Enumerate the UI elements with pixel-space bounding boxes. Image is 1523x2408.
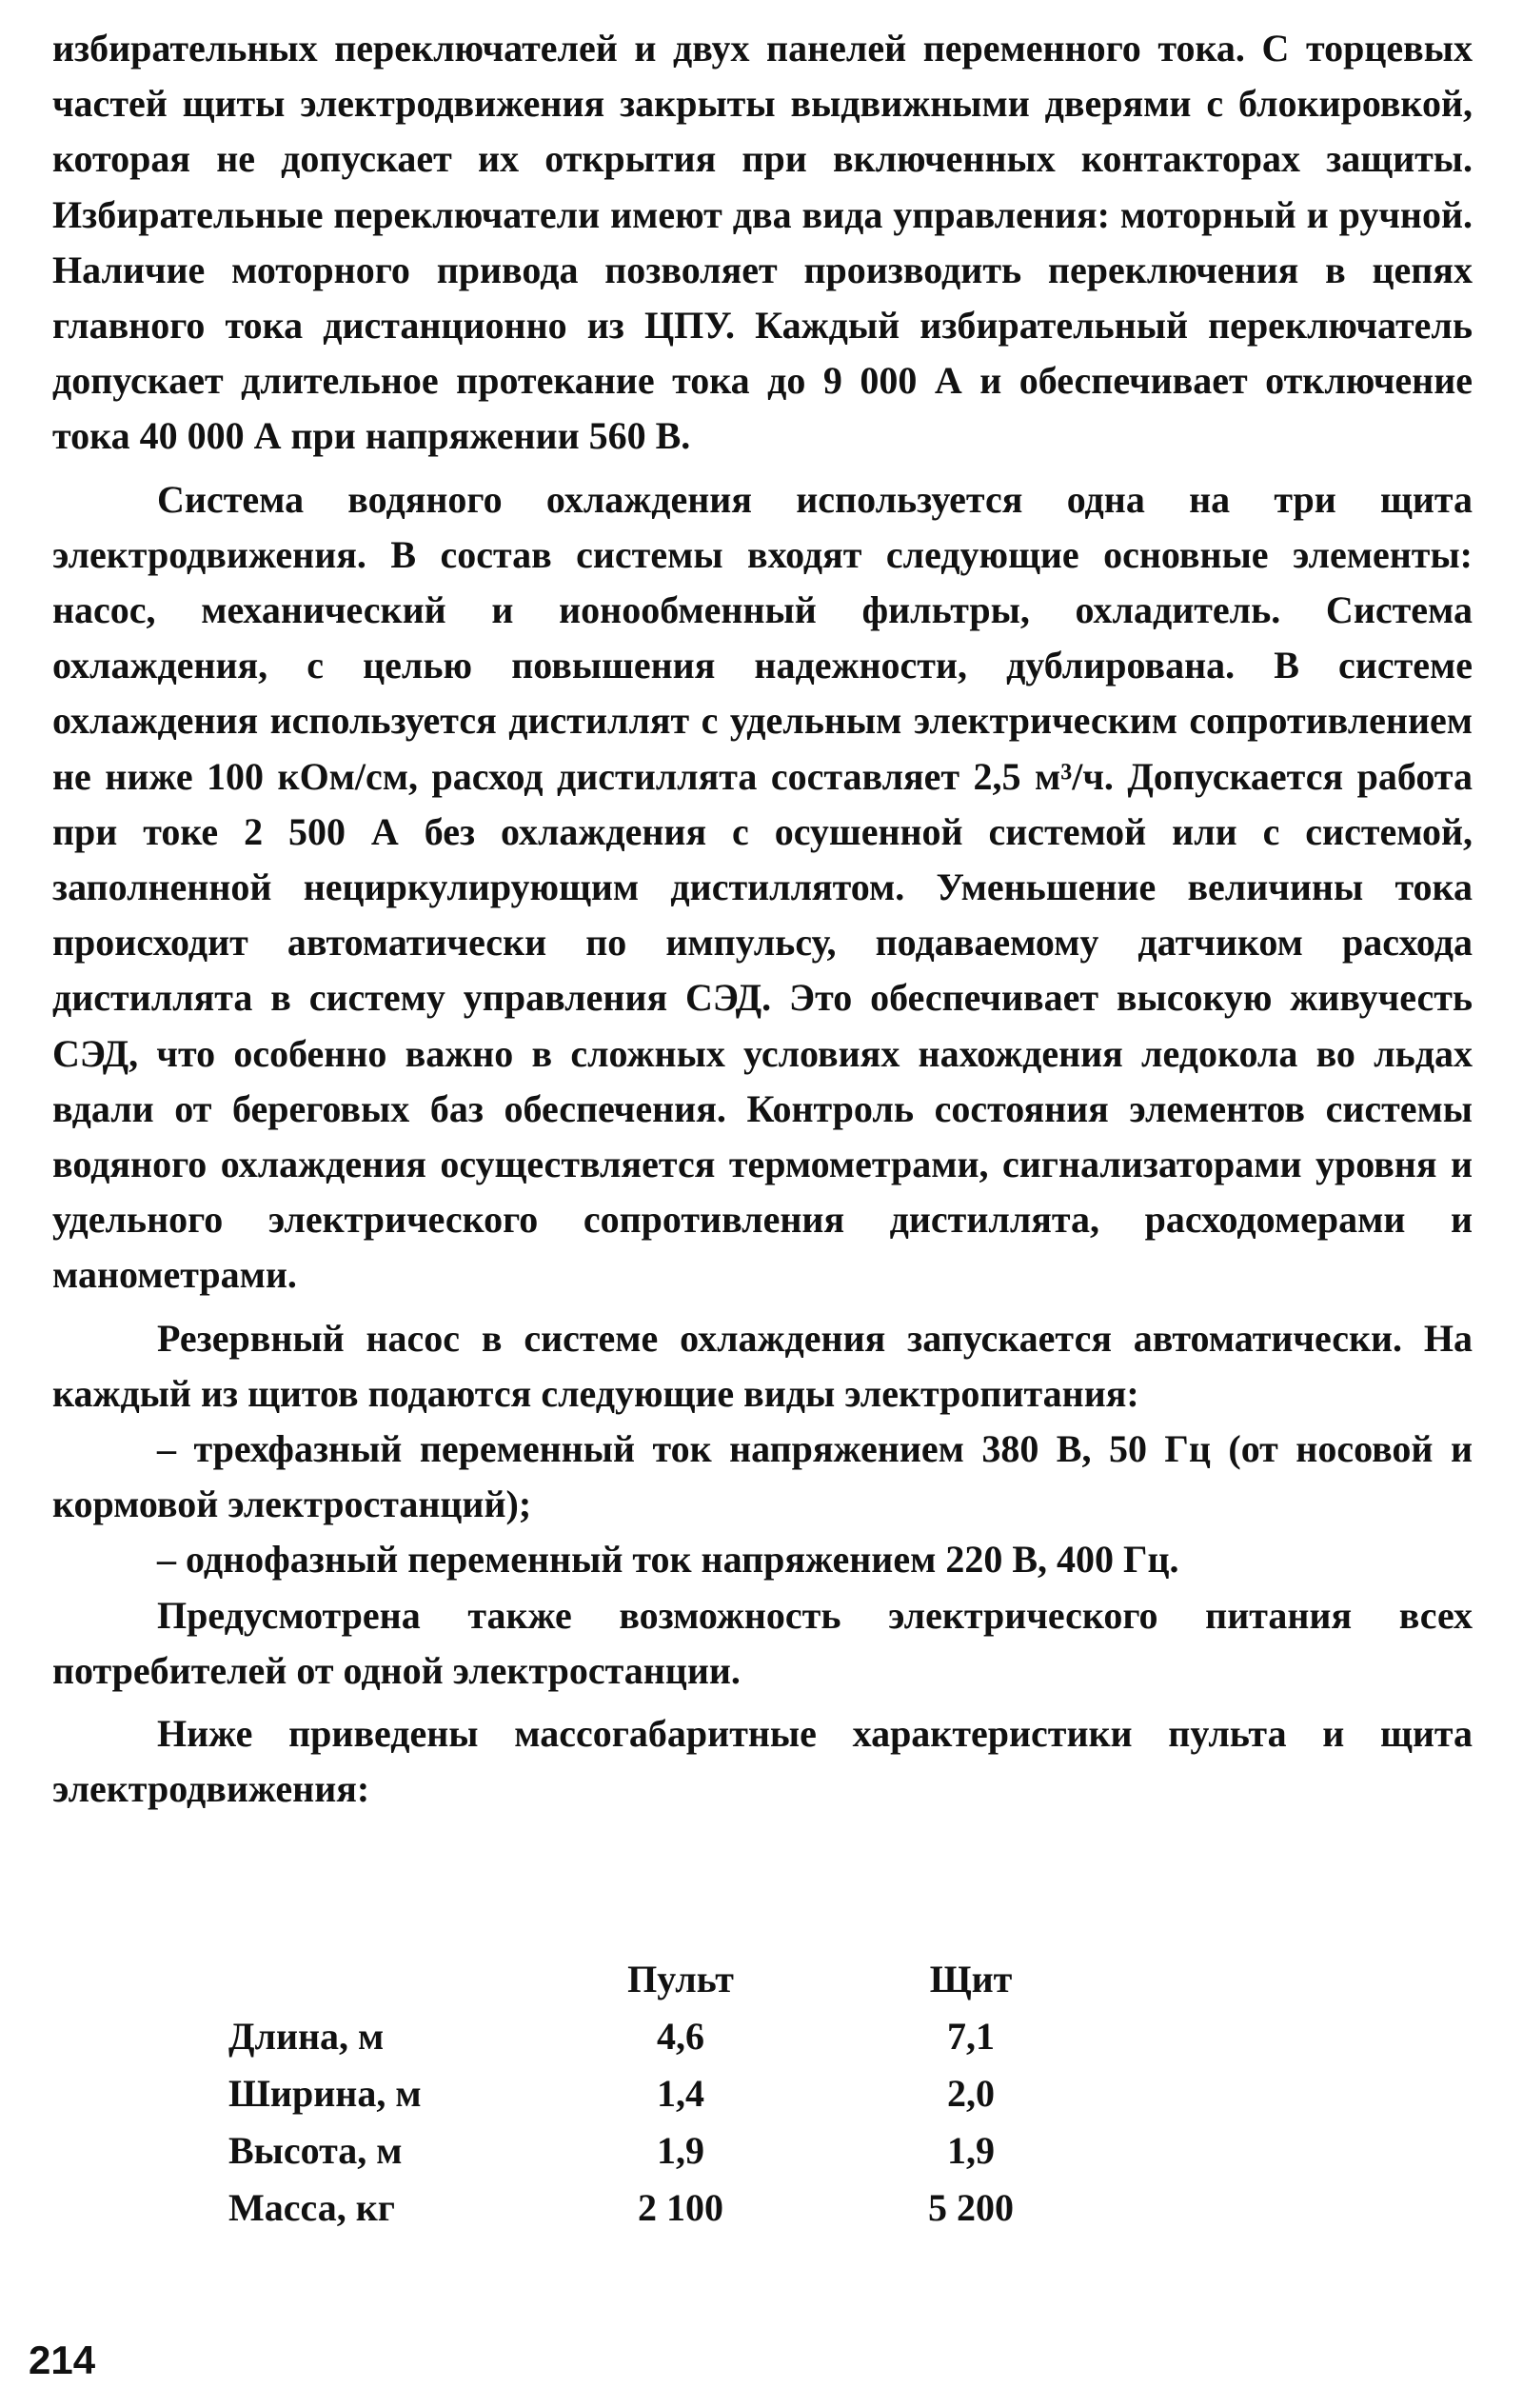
table-cell: 2 100 <box>638 2185 723 2229</box>
body-text <box>52 21 1473 1818</box>
table-row <box>228 2064 1152 2121</box>
table-cell: 1,9 <box>657 2128 704 2172</box>
paragraph: Ниже приведены массогабаритные характеристики пульта и щита электродвижения: <box>52 1712 1473 1811</box>
table-header-cell <box>228 1950 571 2007</box>
table-cell: Ширина, м <box>228 2071 422 2115</box>
table-row <box>228 2179 1152 2236</box>
page-number: 214 <box>29 2338 96 2382</box>
list-item: – однофазный переменный ток напряжением 220 В, 400 Гц. <box>157 1538 1179 1582</box>
paragraph: Система водяного охлаждения используется одна на три щита электродвижения. В состав системы входят следующие основные элементы: насос, механический и ионообменный фильтры, охладитель. Система охлаждения, с целью повышения надежности, дублирована. В системе охлаждения используется дистиллят с удельным электрическим сопротивлением не ниже 100 кОм/см, расход дистиллята составляет 2,5 м³/ч. Допускается работа при токе 2 500 А без охлаждения с осушенной системой или с системой, заполненной нециркулирующим дистиллятом. Уменьшение величины тока происходит автоматически по импульсу, подаваемому датчиком расхода дистиллята в систему управления СЭД. Это обеспечивает высокую живучесть СЭД, что особенно важно в сложных условиях нахождения ледокола во льдах вдали от береговых баз обеспечения. Контроль состояния элементов системы водяного охлаждения осуществляется термометрами, сигнализаторами уровня и удельного электрического сопротивления дистиллята, расходомерами и манометрами. <box>52 477 1473 1297</box>
table-cell: 1,9 <box>947 2128 995 2172</box>
table-cell: 2,0 <box>947 2071 995 2115</box>
table-cell: 7,1 <box>947 2014 995 2058</box>
list-item: – трехфазный переменный ток напряжением 380 В, 50 Гц (от носовой и кормовой электростанций); <box>52 1427 1473 1526</box>
table-cell: 1,4 <box>657 2071 704 2115</box>
table-cell: Высота, м <box>228 2128 403 2172</box>
table-row <box>228 2007 1152 2064</box>
paragraph: избирательных переключателей и двух панелей переменного тока. С торцевых частей щиты электродвижения закрыты выдвижными дверями с блокировкой, которая не допускает их открытия при включенных контакторах защиты. Избирательные переключатели имеют два вида управления: моторный и ручной. Наличие моторного привода позволяет производить переключения в цепях главного тока дистанционно из ЦПУ. Каждый избирательный переключатель допускает длительное протекание тока до 9 000 А и обеспечивает отключение тока 40 000 А при напряжении 560 В. <box>52 27 1473 458</box>
table-cell: 4,6 <box>657 2014 704 2058</box>
table-cell: 5 200 <box>928 2185 1014 2229</box>
table-cell: Длина, м <box>228 2014 385 2058</box>
paragraph: Предусмотрена также возможность электрического питания всех потребителей от одной электростанции. <box>52 1593 1473 1692</box>
table-header-row <box>228 1950 1152 2007</box>
table-header-cell: Щит <box>929 1957 1013 2000</box>
specifications-table <box>228 1950 1152 2236</box>
table-header-cell: Пульт <box>627 1957 734 2000</box>
paragraph: Резервный насос в системе охлаждения запускается автоматически. На каждый из щитов подаются следующие виды электропитания: <box>52 1316 1473 1415</box>
table-cell: Масса, кг <box>228 2185 395 2229</box>
table-row <box>228 2121 1152 2179</box>
